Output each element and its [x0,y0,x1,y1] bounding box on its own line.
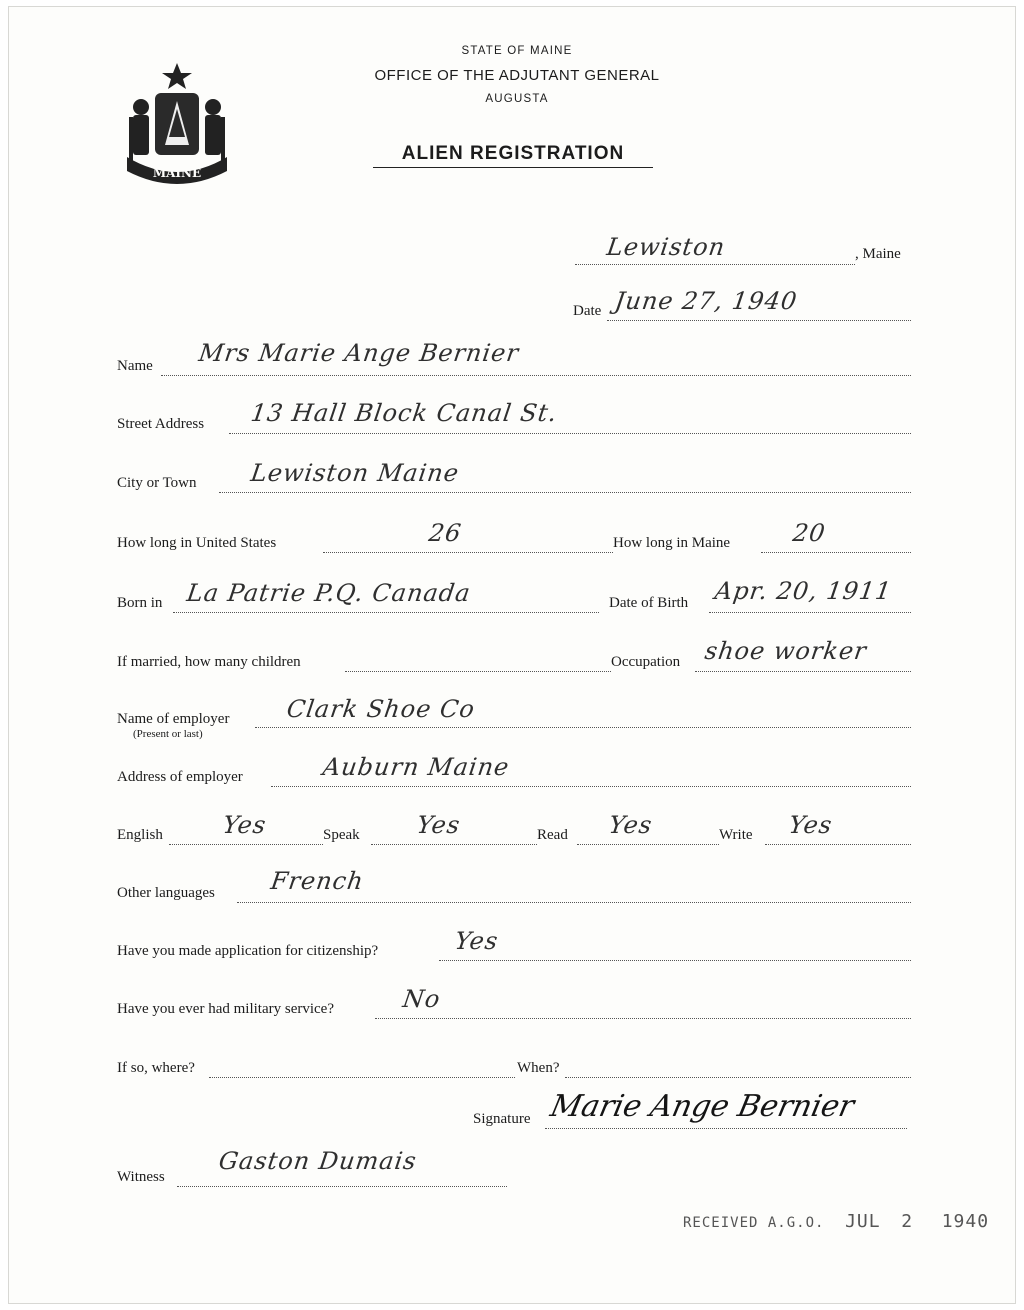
street-address-value: 13 Hall Block Canal St. [249,399,560,427]
received-stamp-year: 1940 [941,1211,990,1232]
other-languages-label: Other languages [117,885,215,901]
header-city: AUGUSTA [485,93,549,105]
how-long-us-label: How long in United States [117,535,277,551]
received-stamp-text: RECEIVED A.G.O. [683,1215,825,1231]
date-of-birth-value: Apr. 20, 1911 [713,577,894,605]
employer-address-value: Auburn Maine [321,753,512,781]
if-so-where-label: If so, where? [117,1060,195,1076]
page-title: ALIEN REGISTRATION [373,143,653,168]
citizenship-label: Have you made application for citizenship? [117,943,379,959]
location-value: Lewiston [605,233,728,261]
city-value: Lewiston Maine [249,459,462,487]
employer-address-label: Address of employer [117,769,243,785]
employer-sublabel: (Present or last) [133,728,203,740]
write-label: Write [719,827,753,843]
occupation-value: shoe worker [703,637,869,665]
born-in-value: La Patrie P.Q. Canada [185,579,473,607]
registration-form [8,6,1016,1304]
children-label: If married, how many children [117,654,301,670]
received-stamp [683,1211,989,1232]
military-label: Have you ever had military service? [117,1001,334,1017]
write-value: Yes [787,811,835,839]
witness-label: Witness [117,1169,165,1185]
witness-value: Gaston Dumais [217,1147,419,1175]
date-value: June 27, 1940 [613,287,800,315]
location-suffix: , Maine [855,246,901,262]
english-value: Yes [221,811,269,839]
name-label: Name [117,358,153,374]
speak-value: Yes [415,811,463,839]
how-long-maine-value: 20 [791,519,828,547]
how-long-maine-label: How long in Maine [613,535,731,551]
header-state: STATE OF MAINE [461,45,573,57]
street-address-label: Street Address [117,416,205,432]
english-label: English [117,827,163,843]
received-stamp-day: 2 [901,1211,914,1232]
citizenship-value: Yes [453,927,501,955]
header-office: OFFICE OF THE ADJUTANT GENERAL [374,67,660,84]
date-label: Date [573,303,602,319]
svg-text:MAINE: MAINE [152,166,202,180]
military-value: No [401,985,443,1013]
occupation-label: Occupation [611,654,681,670]
how-long-us-value: 26 [427,519,464,547]
signature-value: Marie Ange Bernier [547,1089,858,1124]
when-label: When? [517,1060,560,1076]
signature-label: Signature [473,1111,531,1127]
city-label: City or Town [117,475,197,491]
received-stamp-month: JUL [845,1211,881,1232]
other-languages-value: French [269,867,366,895]
date-of-birth-label: Date of Birth [609,595,689,611]
name-value: Mrs Marie Ange Bernier [197,339,521,367]
read-value: Yes [607,811,655,839]
maine-seal-icon [117,57,237,189]
read-label: Read [537,827,568,843]
employer-value: Clark Shoe Co [285,695,477,723]
employer-label: Name of employer [117,711,230,727]
born-in-label: Born in [117,595,163,611]
speak-label: Speak [323,827,360,843]
